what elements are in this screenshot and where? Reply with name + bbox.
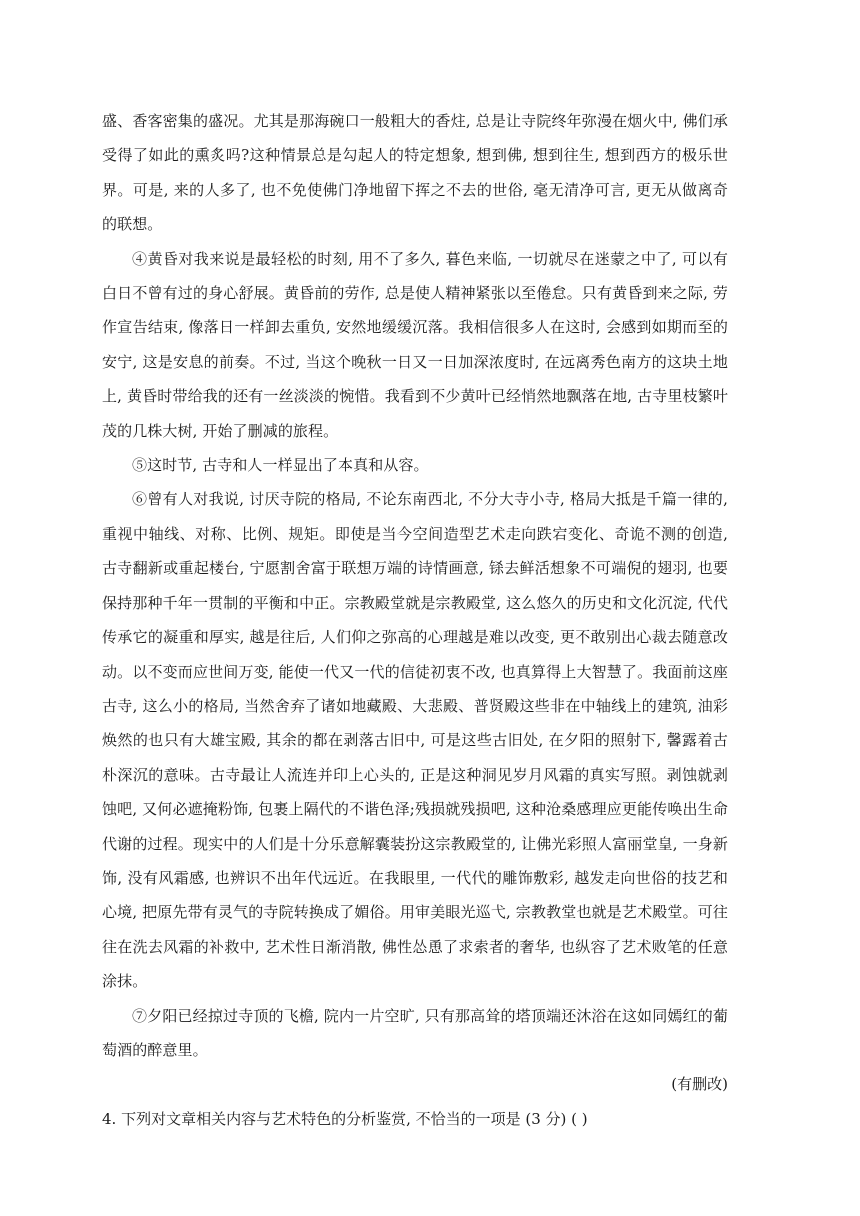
- source-attribution: (有删改): [671, 1075, 728, 1094]
- paragraph-7: ⑦夕阳已经掠过寺顶的飞檐, 院内一片空旷, 只有那高耸的塔顶端还沐浴在这如同嫣红的葡萄酒的醉意里。: [102, 1006, 728, 1059]
- paragraph-4: ④黄昏对我来说是最轻松的时刻, 用不了多久, 暮色来临, 一切就尽在迷蒙之中了, 可以有白日不曾有过的身心舒展。黄昏前的劳作, 总是使人精神紧张以至倦怠。只有黄昏到来之际, 劳作宣告结束, 像落日一样卸去重负, 安然地缓缓沉落。我相信很多人在这时, 会感到如期而至的安宁, 这是安息的前奏。不过, 当这个晚秋一日又一日加深浓度时, 在远离秀色南方的这块土地上, 黄昏时带给我的还有一丝淡淡的惋惜。我看到不少黄叶已经悄然地飘落在地, 古寺里枝繁叶茂的几株大树, 开始了删减的旅程。: [102, 249, 728, 440]
- question-4: 4. 下列对文章相关内容与艺术特色的分析鉴赏, 不恰当的一项是 (3 分) ( ): [102, 1109, 588, 1128]
- document-page: [102, 104, 728, 1136]
- paragraph-6: ⑥曾有人对我说, 讨厌寺院的格局, 不论东南西北, 不分大寺小寺, 格局大抵是千篇一律的, 重视中轴线、对称、比例、规矩。即使是当今空间造型艺术走向跌宕变化、奇诡不测的创造, 古寺翻新或重起楼台, 宁愿割舍富于联想万端的诗情画意, 铩去鲜活想象不可端倪的翅羽, 也要保持那种千年一贯制的平衡和中正。宗教殿堂就是宗教殿堂, 这么悠久的历史和文化沉淀, 代代传承它的凝重和厚实, 越是往后, 人们仰之弥高的心理越是难以改变, 更不敢别出心裁去随意改动。以不变而应世间万变, 能使一代又一代的信徒初衷不改, 也真算得上大智慧了。我面前这座古寺, 这么小的格局, 当然舍弃了诸如地藏殿、大悲殿、普贤殿这些非在中轴线上的建筑, 油彩焕然的也只有大雄宝殿, 其余的都在剥落古旧中, 可是这些古旧处, 在夕阳的照射下, 馨露着古朴深沉的意味。古寺最让人流连并印上心头的, 正是这种洞见岁月风霜的真实写照。剥蚀就剥蚀吧, 又何必遮掩粉饰, 包裹上隔代的不谐色泽;残损就残损吧, 这种沧桑感理应更能传唤出生命代谢的过程。现实中的人们是十分乐意解囊装扮这宗教殿堂的, 让佛光彩照人富丽堂皇, 一身新饰, 没有风霜感, 也辨识不出年代远近。在我眼里, 一代代的雕饰敷彩, 越发走向世俗的技艺和心境, 把原先带有灵气的寺院转换成了媚俗。用审美眼光巡弋, 宗教教堂也就是艺术殿堂。可往往在洗去风霜的补救中, 艺术性日渐消散, 佛性怂恿了求索者的奢华, 也纵容了艺术败笔的任意涂抹。: [102, 490, 728, 991]
- paragraph-continuation: 盛、香客密集的盛况。尤其是那海碗口一般粗大的香炷, 总是让寺院终年弥漫在烟火中, 佛们承受得了如此的熏炙吗?这种情景总是勾起人的特定想象, 想到佛, 想到往生, 想到西方的极乐世界。可是, 来的人多了, 也不免使佛门净地留下挥之不去的世俗, 毫无清净可言, 更无从做离奇的联想。: [102, 112, 728, 234]
- paragraph-5: ⑤这时节, 古寺和人一样显出了本真和从容。: [132, 456, 429, 475]
